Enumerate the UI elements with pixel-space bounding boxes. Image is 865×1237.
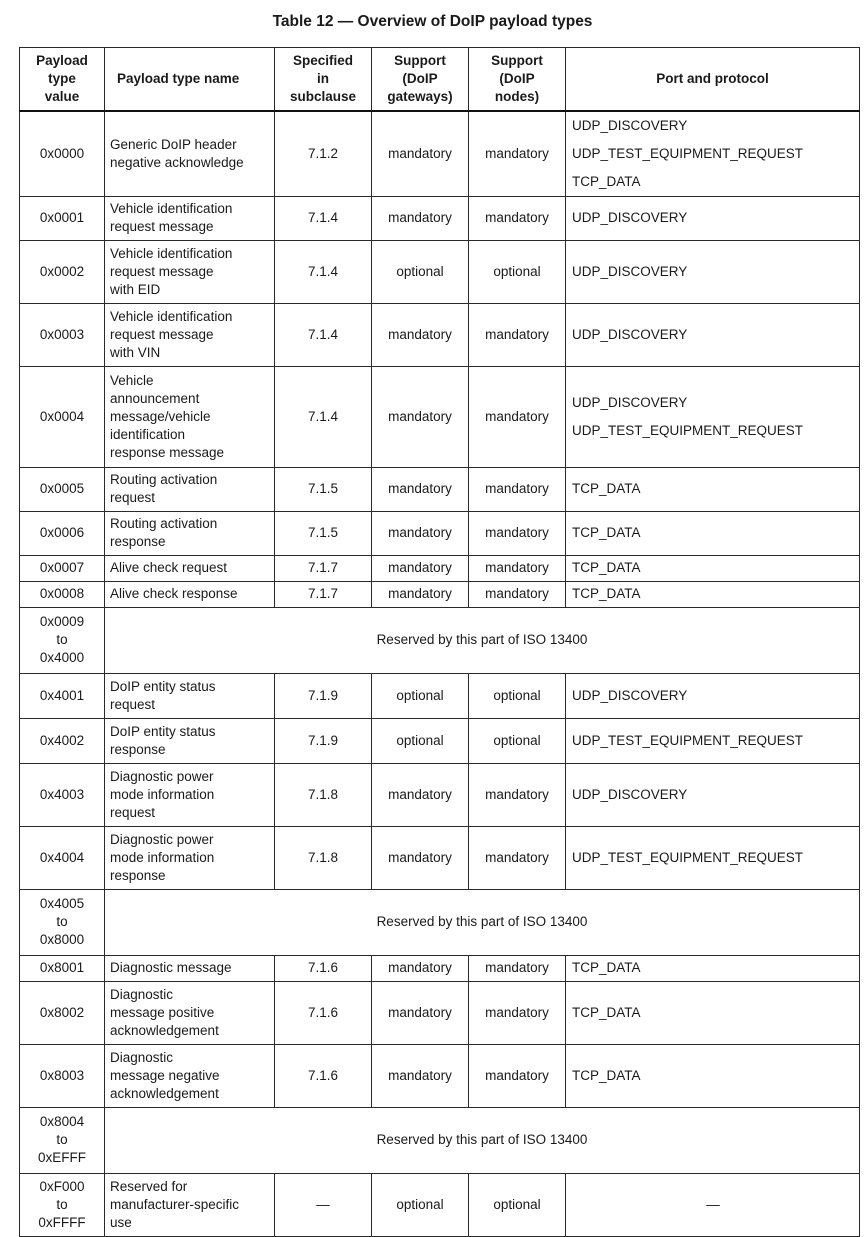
support-nodes: mandatory — [469, 826, 566, 889]
payload-type-name — [105, 366, 275, 467]
value-line: 0x0004 — [39, 408, 85, 424]
support-nodes: mandatory — [469, 111, 566, 197]
payload-type-name — [105, 303, 275, 366]
name-line: Vehicle identification — [110, 308, 233, 324]
name-line: Reserved for — [110, 1178, 188, 1194]
table-row — [20, 826, 860, 889]
port-and-protocol — [566, 366, 860, 467]
table-row — [20, 240, 860, 303]
name-line: with VIN — [110, 344, 161, 360]
support-nodes: mandatory — [469, 1044, 566, 1107]
port-line: UDP_DISCOVERY — [572, 786, 688, 802]
header-line: Support — [394, 52, 446, 68]
support-gateways: mandatory — [372, 981, 469, 1044]
payload-type-name — [105, 1173, 275, 1236]
header-line: nodes) — [494, 88, 540, 104]
port-line: TCP_DATA — [572, 525, 641, 540]
value-line: 0x4003 — [39, 786, 85, 802]
name-line: mode information — [110, 849, 215, 865]
specified-subclause: 7.1.2 — [275, 111, 372, 197]
specified-subclause: 7.1.9 — [275, 718, 372, 763]
name-line: mode information — [110, 786, 215, 802]
support-gateways: mandatory — [372, 555, 469, 581]
port-line: UDP_DISCOVERY — [572, 210, 688, 225]
table-row — [20, 111, 860, 197]
port-and-protocol — [566, 581, 860, 607]
specified-subclause: 7.1.4 — [275, 240, 372, 303]
specified-subclause: 7.1.4 — [275, 366, 372, 467]
specified-subclause: 7.1.4 — [275, 303, 372, 366]
table-body — [20, 111, 860, 1237]
name-line: Diagnostic — [110, 986, 174, 1002]
support-nodes: mandatory — [469, 763, 566, 826]
port-and-protocol — [566, 511, 860, 555]
port-and-protocol — [566, 826, 860, 889]
port-line: UDP_DISCOVERY — [572, 687, 688, 703]
specified-subclause: — — [275, 1173, 372, 1236]
specified-subclause: 7.1.8 — [275, 826, 372, 889]
name-line: Diagnostic message — [110, 960, 232, 975]
name-line: response message — [110, 444, 225, 460]
name-line: message negative — [110, 1067, 220, 1083]
payload-type-value — [20, 111, 105, 197]
specified-subclause: 7.1.7 — [275, 581, 372, 607]
support-gateways: mandatory — [372, 366, 469, 467]
payload-type-value — [20, 303, 105, 366]
payload-type-value — [20, 889, 105, 955]
table-row — [20, 467, 860, 511]
specified-subclause: 7.1.7 — [275, 555, 372, 581]
header-line: type — [48, 70, 76, 86]
specified-subclause: 7.1.9 — [275, 673, 372, 718]
reserved-range-note: Reserved by this part of ISO 13400 — [105, 1107, 860, 1173]
support-gateways: mandatory — [372, 1044, 469, 1107]
port-and-protocol — [566, 981, 860, 1044]
port-line: UDP_DISCOVERY — [572, 263, 688, 279]
value-line: 0x0007 — [39, 560, 85, 575]
port-and-protocol — [566, 240, 860, 303]
payload-type-value — [20, 955, 105, 981]
support-gateways: mandatory — [372, 196, 469, 240]
port-line: UDP_DISCOVERY — [572, 394, 688, 410]
value-line: to — [56, 632, 68, 647]
name-line: request — [110, 490, 156, 505]
header-subclause — [275, 48, 372, 111]
name-line: response — [110, 867, 166, 883]
table-row — [20, 673, 860, 718]
payload-type-value — [20, 826, 105, 889]
header-line: in — [317, 70, 329, 86]
header-row — [20, 48, 860, 111]
payload-type-name — [105, 196, 275, 240]
support-nodes: mandatory — [469, 581, 566, 607]
port-line: — — [706, 1196, 720, 1212]
support-nodes: mandatory — [469, 303, 566, 366]
header-nodes — [469, 48, 566, 111]
port-and-protocol — [566, 196, 860, 240]
table-row — [20, 196, 860, 240]
table-row — [20, 718, 860, 763]
port-line: UDP_TEST_EQUIPMENT_REQUEST — [572, 849, 804, 865]
payload-type-value — [20, 607, 105, 673]
payload-type-name — [105, 111, 275, 197]
name-line: Alive check response — [110, 586, 238, 601]
table-header — [20, 48, 860, 111]
name-line: Diagnostic power — [110, 768, 214, 784]
header-line: Support — [491, 52, 543, 68]
name-line: acknowledgement — [110, 1085, 219, 1101]
specified-subclause: 7.1.6 — [275, 955, 372, 981]
header-port: Port and protocol — [566, 48, 860, 111]
value-line: 0x4002 — [39, 732, 85, 748]
header-line: (DoIP — [402, 70, 438, 86]
table-row — [20, 1173, 860, 1236]
header-value — [20, 48, 105, 111]
support-nodes: mandatory — [469, 366, 566, 467]
port-line: TCP_DATA — [572, 960, 641, 975]
port-line: UDP_DISCOVERY — [572, 326, 688, 342]
name-line: identification — [110, 426, 186, 442]
support-gateways: mandatory — [372, 111, 469, 197]
value-line: 0x8001 — [39, 960, 85, 975]
name-line: negative acknowledge — [110, 154, 244, 170]
support-nodes: optional — [469, 718, 566, 763]
payload-type-name — [105, 1044, 275, 1107]
support-nodes: mandatory — [469, 196, 566, 240]
value-line: 0x0008 — [39, 586, 85, 601]
support-gateways: mandatory — [372, 763, 469, 826]
payload-type-name — [105, 826, 275, 889]
reserved-range-note: Reserved by this part of ISO 13400 — [105, 889, 860, 955]
table-row — [20, 1044, 860, 1107]
name-line: request message — [110, 326, 214, 342]
port-line: UDP_DISCOVERY — [572, 117, 688, 133]
name-line: manufacturer-specific — [110, 1196, 240, 1212]
payload-type-value — [20, 1173, 105, 1236]
name-line: Diagnostic — [110, 1049, 174, 1065]
payload-type-name — [105, 511, 275, 555]
support-gateways: optional — [372, 718, 469, 763]
support-nodes: mandatory — [469, 467, 566, 511]
support-gateways: mandatory — [372, 955, 469, 981]
support-nodes: mandatory — [469, 955, 566, 981]
name-line: request — [110, 804, 156, 820]
specified-subclause: 7.1.6 — [275, 1044, 372, 1107]
support-nodes: mandatory — [469, 555, 566, 581]
value-line: to — [56, 914, 68, 929]
payload-type-value — [20, 581, 105, 607]
support-nodes: optional — [469, 240, 566, 303]
name-line: Routing activation — [110, 472, 218, 487]
value-line: 0x0005 — [39, 481, 85, 496]
specified-subclause: 7.1.5 — [275, 511, 372, 555]
value-line: 0x8003 — [39, 1067, 85, 1083]
value-line: 0xEFFF — [37, 1150, 86, 1165]
table-row — [20, 981, 860, 1044]
name-line: Generic DoIP header — [110, 136, 237, 152]
header-line: (DoIP — [499, 70, 535, 86]
name-line: Diagnostic power — [110, 831, 214, 847]
support-gateways: mandatory — [372, 826, 469, 889]
value-line: 0x8004 — [39, 1114, 85, 1129]
payload-type-name — [105, 763, 275, 826]
table-row — [20, 763, 860, 826]
name-line: use — [110, 1214, 132, 1230]
port-and-protocol — [566, 555, 860, 581]
payload-type-name — [105, 581, 275, 607]
payload-type-value — [20, 1044, 105, 1107]
support-gateways: optional — [372, 1173, 469, 1236]
support-nodes: optional — [469, 1173, 566, 1236]
table-row — [20, 555, 860, 581]
support-nodes: mandatory — [469, 981, 566, 1044]
payload-type-value — [20, 511, 105, 555]
port-line: TCP_DATA — [572, 560, 641, 575]
payload-type-name — [105, 981, 275, 1044]
name-line: DoIP entity status — [110, 723, 216, 739]
table-row — [20, 955, 860, 981]
name-line: message positive — [110, 1004, 215, 1020]
specified-subclause: 7.1.6 — [275, 981, 372, 1044]
port-and-protocol — [566, 1173, 860, 1236]
value-line: 0x4000 — [39, 650, 85, 665]
payload-type-value — [20, 555, 105, 581]
port-line: TCP_DATA — [572, 481, 641, 496]
name-line: request — [110, 696, 156, 712]
payload-type-value — [20, 763, 105, 826]
reserved-range-note: Reserved by this part of ISO 13400 — [105, 607, 860, 673]
table-row — [20, 607, 860, 673]
port-line: TCP_DATA — [572, 586, 641, 601]
table-row — [20, 581, 860, 607]
specified-subclause: 7.1.5 — [275, 467, 372, 511]
value-line: 0x0002 — [39, 263, 85, 279]
name-line: acknowledgement — [110, 1022, 219, 1038]
name-line: Vehicle — [110, 372, 154, 388]
port-line: UDP_TEST_EQUIPMENT_REQUEST — [572, 732, 804, 748]
value-line: 0x4001 — [39, 687, 85, 703]
name-line: announcement — [110, 390, 200, 406]
port-and-protocol — [566, 955, 860, 981]
support-gateways: mandatory — [372, 511, 469, 555]
payload-type-name — [105, 673, 275, 718]
specified-subclause: 7.1.4 — [275, 196, 372, 240]
value-line: to — [56, 1132, 68, 1147]
name-line: request message — [110, 263, 214, 279]
port-and-protocol — [566, 303, 860, 366]
value-line: 0x8002 — [39, 1004, 85, 1020]
support-nodes: mandatory — [469, 511, 566, 555]
payload-type-name — [105, 955, 275, 981]
port-line: TCP_DATA — [572, 1004, 641, 1020]
support-gateways: mandatory — [372, 303, 469, 366]
header-line: Payload — [36, 52, 88, 68]
port-and-protocol — [566, 673, 860, 718]
value-line: 0x4004 — [39, 849, 85, 865]
name-line: Vehicle identification — [110, 201, 233, 216]
port-and-protocol — [566, 111, 860, 197]
value-line: 0x0009 — [39, 614, 85, 629]
payload-type-value — [20, 1107, 105, 1173]
value-line: 0x0006 — [39, 525, 85, 540]
value-line: 0x4005 — [39, 896, 85, 911]
support-nodes: optional — [469, 673, 566, 718]
payload-type-name — [105, 718, 275, 763]
support-gateways: optional — [372, 673, 469, 718]
payload-type-value — [20, 366, 105, 467]
table-row — [20, 1107, 860, 1173]
header-line: value — [44, 88, 80, 104]
payload-type-value — [20, 240, 105, 303]
support-gateways: optional — [372, 240, 469, 303]
port-and-protocol — [566, 467, 860, 511]
value-line: to — [56, 1196, 68, 1212]
value-line: 0xF000 — [39, 1178, 85, 1194]
name-line: response — [110, 534, 166, 549]
table-row — [20, 511, 860, 555]
port-line: TCP_DATA — [572, 1067, 641, 1083]
value-line: 0x8000 — [39, 932, 85, 947]
payload-type-value — [20, 673, 105, 718]
name-line: message/vehicle — [110, 408, 211, 424]
value-line: 0x0000 — [39, 145, 85, 161]
name-line: Alive check request — [110, 560, 228, 575]
table-caption: Table 12 — Overview of DoIP payload types — [272, 13, 593, 30]
payload-type-value — [20, 981, 105, 1044]
name-line: DoIP entity status — [110, 678, 216, 694]
name-line: with EID — [110, 281, 161, 297]
port-line: TCP_DATA — [572, 173, 641, 189]
table-row — [20, 303, 860, 366]
name-line: request message — [110, 219, 214, 234]
payload-type-name — [105, 240, 275, 303]
value-line: 0x0001 — [39, 210, 85, 225]
name-line: Routing activation — [110, 516, 218, 531]
support-gateways: mandatory — [372, 467, 469, 511]
payload-types-table — [19, 47, 860, 1237]
payload-type-name — [105, 467, 275, 511]
payload-type-name — [105, 555, 275, 581]
value-line: 0x0003 — [39, 326, 85, 342]
header-gateways — [372, 48, 469, 111]
port-and-protocol — [566, 718, 860, 763]
header-line: Specified — [292, 52, 354, 68]
payload-type-value — [20, 718, 105, 763]
header-line: gateways) — [387, 88, 453, 104]
support-gateways: mandatory — [372, 581, 469, 607]
payload-type-value — [20, 467, 105, 511]
name-line: Vehicle identification — [110, 245, 233, 261]
port-and-protocol — [566, 1044, 860, 1107]
table-row — [20, 366, 860, 467]
port-and-protocol — [566, 763, 860, 826]
table-row — [20, 889, 860, 955]
specified-subclause: 7.1.8 — [275, 763, 372, 826]
name-line: response — [110, 741, 166, 757]
port-line: UDP_TEST_EQUIPMENT_REQUEST — [572, 145, 804, 161]
value-line: 0xFFFF — [38, 1214, 86, 1230]
header-name: Payload type name — [105, 48, 275, 111]
payload-type-value — [20, 196, 105, 240]
port-line: UDP_TEST_EQUIPMENT_REQUEST — [572, 422, 804, 438]
header-line: subclause — [289, 88, 357, 104]
